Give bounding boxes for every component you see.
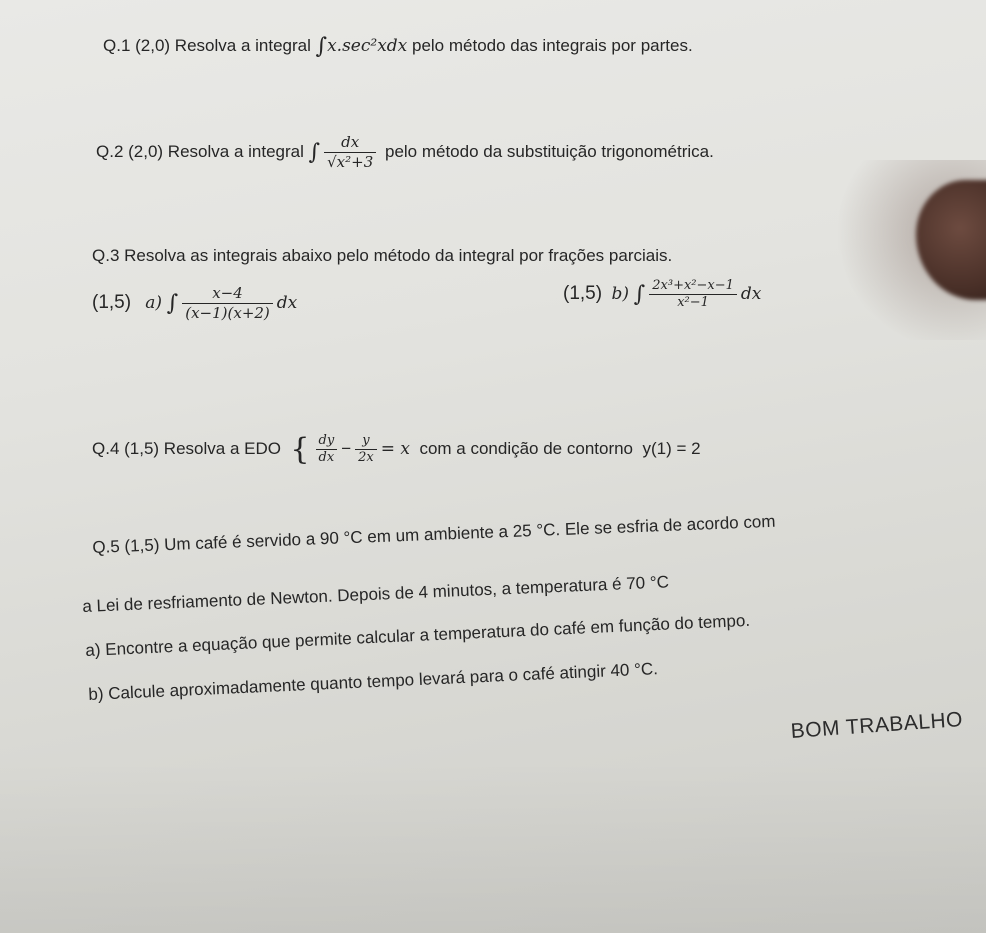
question-3a-denominator: (x−1)(x+2) [185,304,270,322]
question-5-mid: em um ambiente a [366,522,509,547]
question-4-label: Q.4 (1,5) Resolva a EDO [92,438,281,458]
temp-target: 40 °C [610,659,654,681]
question-4-dx: dx [318,450,335,465]
question-3b-numerator: 2x³+x²−x−1 [649,279,737,295]
question-5-part-a: a) Encontre a equação que permite calcular a temperatura do café em função do tempo. [85,610,751,660]
question-3b-points: (1,5) [563,282,603,304]
question-5-intro: Q.5 (1,5) Um café é servido a [92,529,316,557]
temp-ambient: 25 °C [512,520,556,541]
question-5-line-2-text: a Lei de resfriamento de Newton. Depois de 4 minutos, a temperatura é [82,574,622,616]
question-2-fraction [324,134,376,171]
question-3a-fraction [182,285,273,322]
question-3b [563,279,761,310]
question-1-label: Q.1 (2,0) Resolva a integral [103,35,311,55]
question-2-denominator: √x²+3 [327,153,374,171]
integral-sign: ∫ [166,291,179,316]
question-3b-letter: b) [611,283,630,304]
question-4-2x: 2x [358,450,374,465]
question-4-ratio [355,434,377,465]
question-3a-dx: dx [276,292,298,313]
temp-start: 90 °C [319,527,363,549]
integral-sign: ∫ [633,282,646,307]
integral-sign: ∫ [308,140,321,165]
integral-sign: ∫ [315,34,328,59]
question-2-numerator: dx [324,134,376,153]
question-1-integrand: x.sec²xdx [327,35,408,56]
question-4-rhs: = x [380,438,410,459]
question-3a [92,285,297,322]
brace-icon: { [290,432,310,467]
question-3-heading: Q.3 Resolva as integrais abaixo pelo método da integral por frações parciais. [92,246,673,265]
question-4 [92,432,701,467]
question-3b-denominator: x²−1 [677,295,709,310]
question-4-y: y [355,434,377,450]
question-2 [96,134,714,171]
question-5-period: . [652,659,659,679]
minus-sign: − [341,438,352,458]
question-5-part-b-text: b) Calcule aproximadamente quanto tempo levará para o café atingir [88,661,607,704]
question-3b-dx: dx [740,283,762,304]
question-1 [103,34,693,59]
temp-after: 70 °C [625,572,670,594]
question-4-derivative [316,434,338,465]
question-1-text: pelo método das integrais por partes. [412,35,693,55]
footer-message: BOM TRABALHO [790,707,964,743]
question-3b-fraction [649,279,737,310]
question-4-condition: y(1) = 2 [642,438,701,458]
question-4-dy: dy [316,434,338,450]
question-5-end: . Ele se esfria de acordo com [555,511,776,540]
question-3a-points: (1,5) [92,291,132,313]
question-2-label: Q.2 (2,0) Resolva a integral [96,141,304,161]
question-4-text: com a condição de contorno [419,438,634,458]
paper-shadow [0,760,986,933]
question-3a-letter: a) [145,292,163,313]
question-3a-numerator: x−4 [182,285,273,304]
question-2-text: pelo método da substituição trigonométrica. [384,141,714,161]
